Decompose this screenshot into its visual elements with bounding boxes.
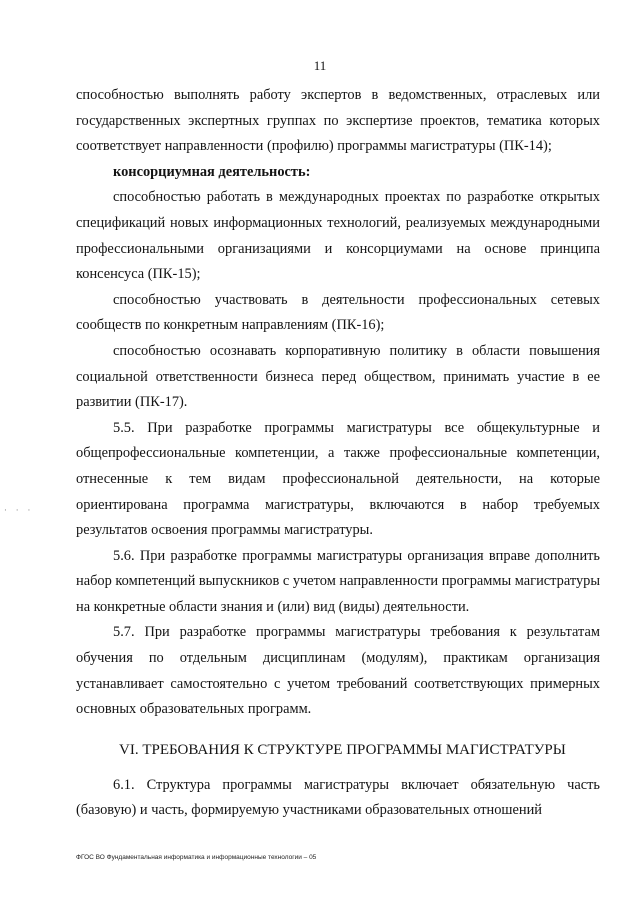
paragraph-5-5: 5.5. При разработке программы магистратуры все общекультурные и общепрофессиональные компетенции, а также профессиональные компетенции, отнесенные к тем видам профессиональной деятельности, на которые ориентирована программа магистратуры, включаются в набор требуемых результатов освоения программы магистратуры.: [76, 419, 600, 539]
paragraph-6-1: 6.1. Структура программы магистратуры включает обязательную часть (базовую) и часть, формируемую участниками образовательных отношений: [76, 776, 600, 819]
page-number: 11: [313, 58, 327, 73]
paragraph-pk15: способностью работать в международных проектах по разработке открытых спецификаций новых информационных технологий, реализуемых международными профессиональными организациями и консорциумами на основе принципа консенсуса (ПК-15);: [76, 189, 600, 283]
section-heading-vi: VI. ТРЕБОВАНИЯ К СТРУКТУРЕ ПРОГРАММЫ МАГИСТРАТУРЫ: [119, 741, 566, 758]
paragraph-pk17: способностью осознавать корпоративную политику в области повышения социальной ответственности бизнеса перед обществом, принимать участие в ее развитии (ПК-17).: [76, 342, 600, 411]
document-footer: ФГОС ВО Фундаментальная информатика и информационные технологии – 05: [76, 854, 317, 861]
subheading-consortium-activity: консорциумная деятельность:: [113, 163, 311, 180]
paragraph-5-7: 5.7. При разработке программы магистратуры требования к результатам обучения по отдельным дисциплинам (модулям), практикам организация устанавливает самостоятельно с учетом требований соответствующих примерных основных образовательных программ.: [76, 624, 600, 718]
paragraph-pk16: способностью участвовать в деятельности профессиональных сетевых сообществ по конкретным направлениям (ПК-16);: [76, 291, 600, 334]
paragraph-5-6: 5.6. При разработке программы магистратуры организация вправе дополнить набор компетенций выпускников с учетом направленности программы магистратуры на конкретные области знания и (или) вид (виды) деятельности.: [76, 547, 600, 615]
document-body: [76, 83, 600, 824]
paragraph-pk14: способностью выполнять работу экспертов в ведомственных, отраслевых или государственных экспертных группах по экспертизе проектов, тематика которых соответствует направленности (профилю) программы магистратуры (ПК-14);: [76, 87, 600, 155]
scan-artifact-dots: · · ·: [4, 506, 34, 516]
